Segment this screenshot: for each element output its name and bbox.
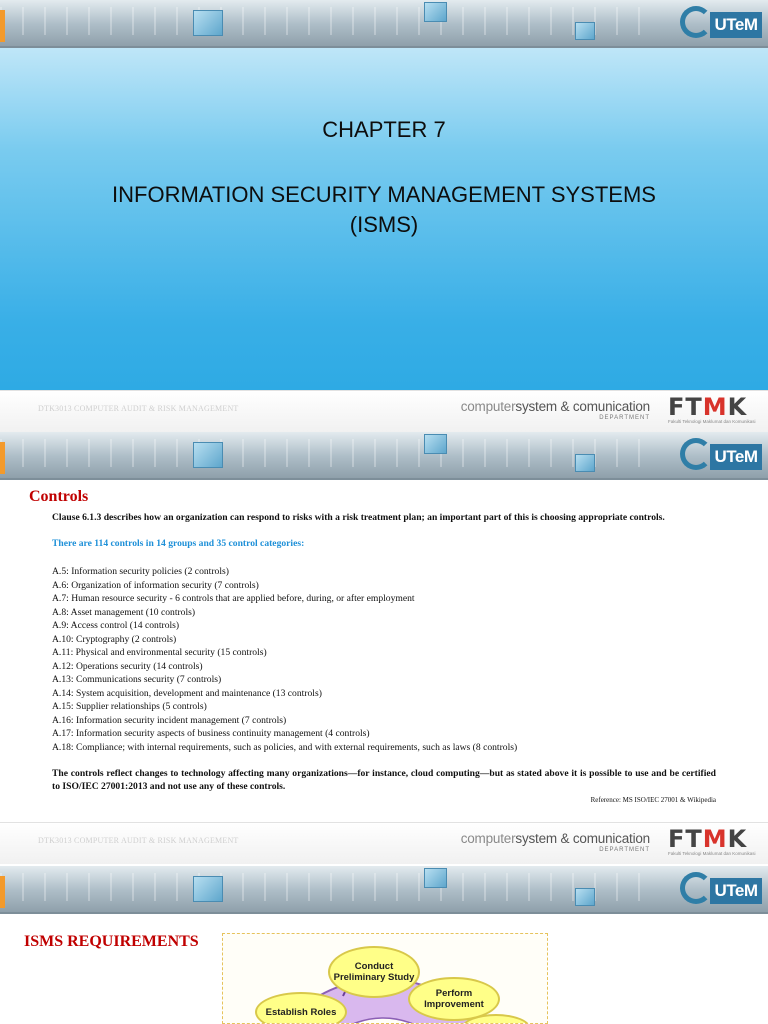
utem-logo: [676, 434, 768, 478]
header-pattern: [0, 873, 640, 901]
slide-footer: [0, 822, 768, 864]
list-item: A.17: Information security aspects of business continuity management (4 controls): [52, 728, 370, 739]
utem-logo: [676, 868, 768, 912]
list-item: A.18: Compliance; with internal requirements, such as policies, and with external requirements, such as laws (8 controls): [52, 741, 518, 753]
ftmk-logo-part1: FT: [668, 393, 703, 421]
slide-chapter-title: [0, 0, 768, 432]
ftmk-logo: [668, 395, 764, 425]
utem-ring-icon: [680, 438, 712, 470]
header-rule: [0, 478, 768, 480]
slide-header: [0, 866, 768, 914]
cube-decoration: [424, 434, 447, 454]
dept-name-a: computer: [460, 399, 516, 414]
ftmk-logo-part1: FT: [668, 825, 703, 853]
ftmk-logo-part3: K: [727, 393, 748, 421]
cube-decoration: [193, 876, 223, 902]
node-perform-improvement-label: Perform Improvement: [424, 988, 484, 1010]
ftmk-logo-part2: M: [702, 825, 728, 853]
slide-isms-requirements: [0, 866, 768, 1024]
dept-label: DEPARTMENT: [599, 415, 650, 421]
department-logo: [410, 399, 650, 422]
node-establish-roles: [255, 992, 347, 1024]
dept-name-a: computer: [460, 831, 516, 846]
list-item: A.13: Communications security (7 controls): [52, 674, 222, 685]
list-item: A.10: Cryptography (2 controls): [52, 633, 177, 645]
chapter-number: CHAPTER 7: [322, 117, 446, 142]
utem-logo: [676, 2, 768, 46]
cube-decoration: [575, 22, 595, 40]
slide-title: ISMS REQUIREMENTS: [24, 933, 199, 950]
node-establish-roles-label: Establish Roles: [265, 1006, 337, 1018]
cube-decoration: [575, 454, 595, 472]
node-conduct-study: [328, 946, 420, 998]
ftmk-tagline: Fakulti Teknologi Maklumat dan Komunikasi: [668, 419, 756, 424]
ftmk-tagline: Fakulti Teknologi Maklumat dan Komunikasi: [668, 851, 756, 856]
isms-cycle-diagram: [222, 933, 548, 1024]
dept-name-b: system & comunication: [515, 399, 650, 414]
utem-logo-text: UTeM: [710, 12, 762, 38]
list-item: A.5: Information security policies (2 controls): [52, 566, 229, 577]
controls-summary: There are 114 controls in 14 groups and 35 control categories:: [52, 537, 305, 549]
cube-decoration: [193, 442, 223, 468]
header-pattern: [0, 7, 640, 35]
utem-logo-text: UTeM: [710, 878, 762, 904]
list-item: A.7: Human resource security - 6 controls that are applied before, during, or after employment: [52, 593, 415, 604]
utem-ring-icon: [680, 6, 712, 38]
list-item: A.15: Supplier relationships (5 controls): [52, 701, 207, 712]
chapter-title-line2: (ISMS): [349, 212, 419, 237]
utem-ring-icon: [680, 872, 712, 904]
list-item: A.16: Information security incident management (7 controls): [52, 714, 287, 726]
slide-body: [52, 512, 716, 805]
closing-paragraph: The controls reflect changes to technology affecting many organizations—for instance, cloud computing—but as stated above it is possible to use and be certified to ISO/IEC 27001:2013 and not use any of these controls.: [52, 768, 716, 792]
footer-course-code: DTK3013 COMPUTER AUDIT & RISK MANAGEMENT: [38, 836, 239, 845]
slide-header: [0, 432, 768, 480]
list-item: A.9: Access control (14 controls): [52, 620, 180, 631]
chapter-title-line1: INFORMATION SECURITY MANAGEMENT SYSTEMS: [112, 182, 656, 207]
list-item: A.6: Organization of information security (7 controls): [52, 579, 259, 591]
intro-paragraph: Clause 6.1.3 describes how an organization can respond to risks with a risk treatment plan; an important part of this is choosing appropriate controls.: [52, 512, 665, 523]
slide-controls: [0, 432, 768, 866]
slide-footer: [0, 390, 768, 432]
reference-note: Reference: MS ISO/IEC 27001 & Wikipedia: [590, 796, 716, 804]
cube-decoration: [424, 868, 447, 888]
ftmk-logo-part2: M: [702, 393, 728, 421]
ftmk-logo-part3: K: [727, 825, 748, 853]
header-accent: [0, 10, 5, 42]
list-item: A.14: System acquisition, development and maintenance (13 controls): [52, 687, 322, 699]
list-item: A.11: Physical and environmental security (15 controls): [52, 647, 267, 658]
dept-label: DEPARTMENT: [599, 847, 650, 853]
header-pattern: [0, 439, 640, 467]
controls-list: [52, 565, 716, 754]
dept-name-b: system & comunication: [515, 831, 650, 846]
cube-decoration: [193, 10, 223, 36]
department-logo: [410, 831, 650, 854]
slide-title: Controls: [29, 488, 89, 505]
header-accent: [0, 442, 5, 474]
chapter-title: [40, 180, 728, 240]
header-rule: [0, 912, 768, 914]
list-item: A.12: Operations security (14 controls): [52, 660, 203, 672]
cube-decoration: [424, 2, 447, 22]
header-accent: [0, 876, 5, 908]
node-conduct-study-label: Conduct Preliminary Study: [333, 961, 415, 983]
cube-decoration: [575, 888, 595, 906]
utem-logo-text: UTeM: [710, 444, 762, 470]
footer-course-code: DTK3013 COMPUTER AUDIT & RISK MANAGEMENT: [38, 404, 239, 413]
slide-header: [0, 0, 768, 48]
ftmk-logo: [668, 827, 764, 857]
list-item: A.8: Asset management (10 controls): [52, 606, 196, 618]
